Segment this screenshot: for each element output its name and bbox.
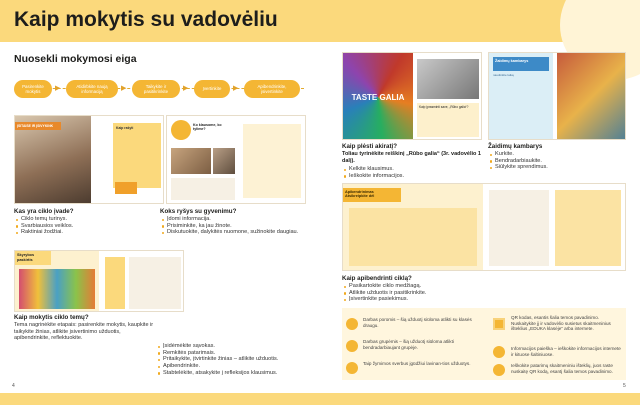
game-banner-title: Žaidimų kambarys <box>495 59 529 63</box>
summary-banner-title: Apibendrinimas <box>345 190 374 194</box>
skill-task-icon <box>346 362 358 374</box>
game-list <box>490 151 548 171</box>
list-item: Remkitės patarimais. <box>158 350 278 357</box>
pair-work-icon <box>346 318 358 330</box>
list-item: Diskutuokite, dalykitės nuomone, sužinokite daugiau. <box>162 229 298 236</box>
expand-heading: Kaip plėsti akiratį? <box>342 143 398 150</box>
game-sub: naudinkite laiką <box>493 73 514 77</box>
summary-thumbnail <box>342 183 626 271</box>
topic-list <box>158 343 278 377</box>
topic-banner: Skyrybos paskirtis <box>15 251 51 265</box>
legend-group-work: Darbas grupėmis – šią užduotį siūloma atlikti bendradarbiaujant grupėje. <box>363 339 454 350</box>
legend-skill-task: Taip žymimos sverbus įgūdžiui lavinan-tios užduotys. <box>363 361 471 366</box>
life-heading: Koks ryšys su gyvenimu? <box>160 208 237 215</box>
list-item: Apibendrinkite. <box>158 363 278 370</box>
step-arrow-icon: ▶ <box>233 85 239 92</box>
cycle-box <box>113 123 161 188</box>
list-item: Pasikartokite ciklo medžiagą. <box>344 283 426 290</box>
photo-2 <box>213 148 235 174</box>
life-list <box>162 216 298 236</box>
list-item: Atlikite užduotis ir pasitikrinkite. <box>344 290 426 297</box>
cycle-note-box <box>115 182 137 194</box>
life-heading-small: Ko klausome, ko tylime? <box>193 123 222 132</box>
step-5-pill: Apibendrinkite, įsivertinkite <box>244 80 300 98</box>
group-work-icon <box>346 340 358 352</box>
list-item: Įdomi informacija. <box>162 216 298 223</box>
game-collage-photo <box>557 53 626 140</box>
cycle-heading: Kas yra ciklo įvade? <box>14 208 74 215</box>
game-heading: Žaidimų kambarys <box>488 143 543 150</box>
step-3-pill: Taikykite ir pasitikrinkite <box>132 80 180 98</box>
qr-code-icon <box>493 318 505 330</box>
page-title: Kaip mokytis su vadovėliu <box>14 8 278 31</box>
step-4-pill: Įvertinkite <box>194 80 230 98</box>
step-arrow-icon: ▶ <box>55 85 61 92</box>
list-item: Siūlykite sprendimus. <box>490 164 548 171</box>
summary-banner <box>343 188 401 202</box>
list-item: Prisiminkite, ka jau žinote. <box>162 223 298 230</box>
list-item: Bendradarbiaukite. <box>490 158 548 165</box>
speech-bubble-icon <box>171 120 191 140</box>
summary-heading: Kaip apibendrinti ciklą? <box>342 275 412 282</box>
step-1-pill: Pasirenkite mokytis <box>14 80 52 98</box>
summary-list <box>344 283 426 303</box>
list-item: Stabtelėkite, atsakykite į refleksijos klausimus. <box>158 370 278 377</box>
list-item: Ciklo temų turinys. <box>16 216 73 223</box>
bw-photo <box>417 59 479 99</box>
page-number-right: 5 <box>623 383 626 389</box>
legend-info-search: Informacijos paieška – ieškokite informacijos internete ir kituose šaltiniuose. <box>511 346 621 357</box>
section-subtitle: Nuosekli mokymosi eiga <box>14 53 137 65</box>
footer-band <box>0 393 640 405</box>
list-item: Raktiniai žodžiai. <box>16 229 73 236</box>
summary-task-area <box>555 190 621 266</box>
expand-text: Toliau tyrinėkite reiškinį „Rūbo galia“ (3r. vadovėlio 1 dalį). <box>342 151 481 164</box>
info-search-icon <box>493 346 505 358</box>
list-item: Kurkite. <box>490 151 548 158</box>
list-item: Įsivertinkite pasiekimus. <box>344 296 426 303</box>
colorful-photo <box>19 269 95 309</box>
page-number-left: 4 <box>12 383 15 389</box>
step-arrow-icon: ▶ <box>183 85 189 92</box>
step-arrow-icon: ▶ <box>121 85 127 92</box>
digital-resource-icon <box>493 364 505 376</box>
legend-pair-work: Darbas poromis – šią užduotį siūloma atlikti su klasės draugu. <box>363 317 472 328</box>
text-area <box>171 178 235 200</box>
topic-heading: Kaip mokytis ciklo temų? <box>14 314 89 321</box>
summary-text-area <box>489 190 549 266</box>
life-connection-thumbnail <box>166 115 306 204</box>
summary-banner-sub: Atsikreipkite dėl <box>345 194 375 199</box>
topic-thumbnail <box>14 250 184 312</box>
legend-digital-resources: Ieškokite patarimų skaitmeniniu išteklių, juos raste nuskaitę QR kodą, esantį šalia temos pavadinimo. <box>511 363 613 374</box>
text-column <box>243 124 301 198</box>
list-item: Ieškokite informacijos. <box>344 173 404 180</box>
game-banner <box>493 57 549 71</box>
cycle-intro-thumbnail <box>14 115 164 204</box>
expand-list <box>344 166 404 179</box>
legend-qr-code: QR kodas, esantis šalia temos pavadinimo. Nuskaitykite jį ir vadovėlio susietus skaitmeninius išteklius „EDUKA klasėje“ arba internete. <box>511 315 611 332</box>
game-thumbnail <box>488 52 626 140</box>
list-item: Įsidėmėkite sąvokas. <box>158 343 278 350</box>
topic-text-area <box>129 257 181 309</box>
expand-art-title: TASTE GALIA <box>351 93 405 102</box>
cycle-banner: ĮSITAISE IR ĮSIVYKINK <box>15 122 61 130</box>
cycle-box-title: Kaip rašyti <box>116 126 134 130</box>
list-item: Svarbiausios veiklos. <box>16 223 73 230</box>
topic-side-panel <box>105 257 125 309</box>
expand-caption: Kaip įprasminti save, „Rūbo galia“? <box>417 103 479 137</box>
summary-table <box>349 208 477 266</box>
step-2-pill: Atidirbkite naują informaciją <box>66 80 118 98</box>
expand-thumbnail <box>342 52 482 140</box>
list-item: Kelkite klausimus. <box>344 166 404 173</box>
photo-1 <box>171 148 211 174</box>
cycle-list <box>16 216 73 236</box>
list-item: Pritaikykite, įtvirtinkite žinias – atlikite užduotis. <box>158 356 278 363</box>
topic-text: Tema nagrinėkite etapais: pasirenkite mokytis, kaupkite ir taikykite žinias, atlikite įsivertinimo užduotis, apibendrinkite, reflektuokite. <box>14 322 154 342</box>
